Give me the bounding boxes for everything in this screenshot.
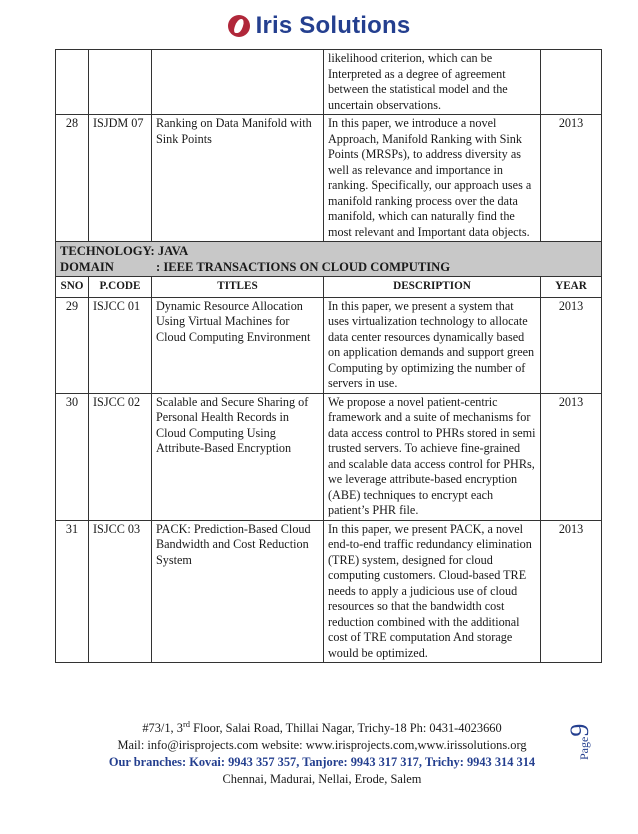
sno-cell bbox=[56, 50, 89, 115]
code-cell: ISJDM 07 bbox=[89, 115, 152, 242]
address-line bbox=[72, 716, 572, 737]
address-text-rest: Floor, Salai Road, Thillai Nagar, Trichy-18 Ph: 0431-4023660 bbox=[190, 721, 502, 736]
code-cell: ISJCC 03 bbox=[89, 520, 152, 663]
contact-line: Mail: info@irisprojects.com website: www.irisprojects.com,www.irissolutions.org bbox=[117, 738, 527, 753]
technology-label: TECHNOLOGY: JAVA bbox=[60, 244, 189, 258]
title-cell: Dynamic Resource Allocation Using Virtual Machines for Cloud Computing Environment bbox=[152, 297, 324, 393]
description-cell: In this paper, we present PACK, a novel end-to-end traffic redundancy elimination (TRE) system, designed for cloud computing customers. Cloud-based TRE needs to apply a judicious use of cloud resources so that the bandwidth cost reduction combined with the additional cost of TRE computation And storage would be optimized. bbox=[324, 520, 541, 663]
title-cell: Ranking on Data Manifold with Sink Points bbox=[152, 115, 324, 242]
page-footer bbox=[72, 716, 572, 788]
year-cell: 2013 bbox=[541, 115, 602, 242]
column-header-title: TITLES bbox=[152, 277, 324, 298]
page-number bbox=[565, 724, 595, 760]
page-header bbox=[0, 12, 638, 48]
sno-cell: 29 bbox=[56, 297, 89, 393]
title-cell: Scalable and Secure Sharing of Personal Health Records in Cloud Computing Using Attribute-Based Encryption bbox=[152, 393, 324, 520]
section-header bbox=[56, 242, 602, 277]
title-cell bbox=[152, 50, 324, 115]
page-number-value: 9 bbox=[565, 723, 594, 737]
address-sup: rd bbox=[182, 719, 191, 729]
year-cell bbox=[541, 50, 602, 115]
description-cell: likelihood criterion, which can be Interpreted as a degree of agreement between the statistical model and the uncertain observations. bbox=[324, 50, 541, 115]
brand-logo bbox=[228, 12, 411, 40]
description-cell: In this paper, we present a system that uses virtualization technology to allocate data center resources dynamically based on application demands and support green Computing by optimizing the number of servers in use. bbox=[324, 297, 541, 393]
code-cell: ISJCC 01 bbox=[89, 297, 152, 393]
column-header-year: YEAR bbox=[541, 277, 602, 298]
brand-name: Iris Solutions bbox=[255, 12, 411, 39]
page-label: Page bbox=[577, 736, 591, 760]
domain-value: : IEEE TRANSACTIONS ON CLOUD COMPUTING bbox=[156, 260, 451, 274]
year-cell: 2013 bbox=[541, 520, 602, 663]
code-cell bbox=[89, 50, 152, 115]
table-row bbox=[56, 297, 602, 393]
iris-logo-icon bbox=[228, 15, 250, 37]
sno-cell: 31 bbox=[56, 520, 89, 663]
column-header-code: P.CODE bbox=[89, 277, 152, 298]
code-cell: ISJCC 02 bbox=[89, 393, 152, 520]
year-cell: 2013 bbox=[541, 393, 602, 520]
branches-line: Our branches: Kovai: 9943 357 357, Tanjore: 9943 317 317, Trichy: 9943 314 314 bbox=[108, 755, 536, 770]
column-header-row bbox=[56, 277, 602, 298]
domain-label bbox=[60, 259, 597, 275]
projects-table bbox=[55, 49, 602, 663]
sno-cell: 28 bbox=[56, 115, 89, 242]
table-row bbox=[56, 520, 602, 663]
description-cell: In this paper, we introduce a novel Approach, Manifold Ranking with Sink Points (MRSPs), to address diversity as well as relevance and importance in ranking. Specifically, our approach uses a manifold ranking process over the data manifold, which can naturally find the most relevant and Important data objects. bbox=[324, 115, 541, 242]
title-cell: PACK: Prediction-Based Cloud Bandwidth and Cost Reduction System bbox=[152, 520, 324, 663]
address-text: #73/1, 3 bbox=[142, 721, 183, 736]
table-row bbox=[56, 393, 602, 520]
sno-cell: 30 bbox=[56, 393, 89, 520]
domain-key: DOMAIN bbox=[60, 260, 114, 274]
table-row bbox=[56, 50, 602, 115]
year-cell: 2013 bbox=[541, 297, 602, 393]
column-header-description: DESCRIPTION bbox=[324, 277, 541, 298]
column-header-sno: SNO bbox=[56, 277, 89, 298]
cities-line: Chennai, Madurai, Nellai, Erode, Salem bbox=[222, 772, 422, 787]
table-row bbox=[56, 115, 602, 242]
description-cell: We propose a novel patient-centric framework and a suite of mechanisms for data access control to PHRs stored in semi trusted servers. To achieve fine-grained and scalable data access control for PHRs, we leverage attribute-based encryption (ABE) techniques to encrypt each patient’s PHR file. bbox=[324, 393, 541, 520]
section-header-row bbox=[56, 242, 602, 277]
